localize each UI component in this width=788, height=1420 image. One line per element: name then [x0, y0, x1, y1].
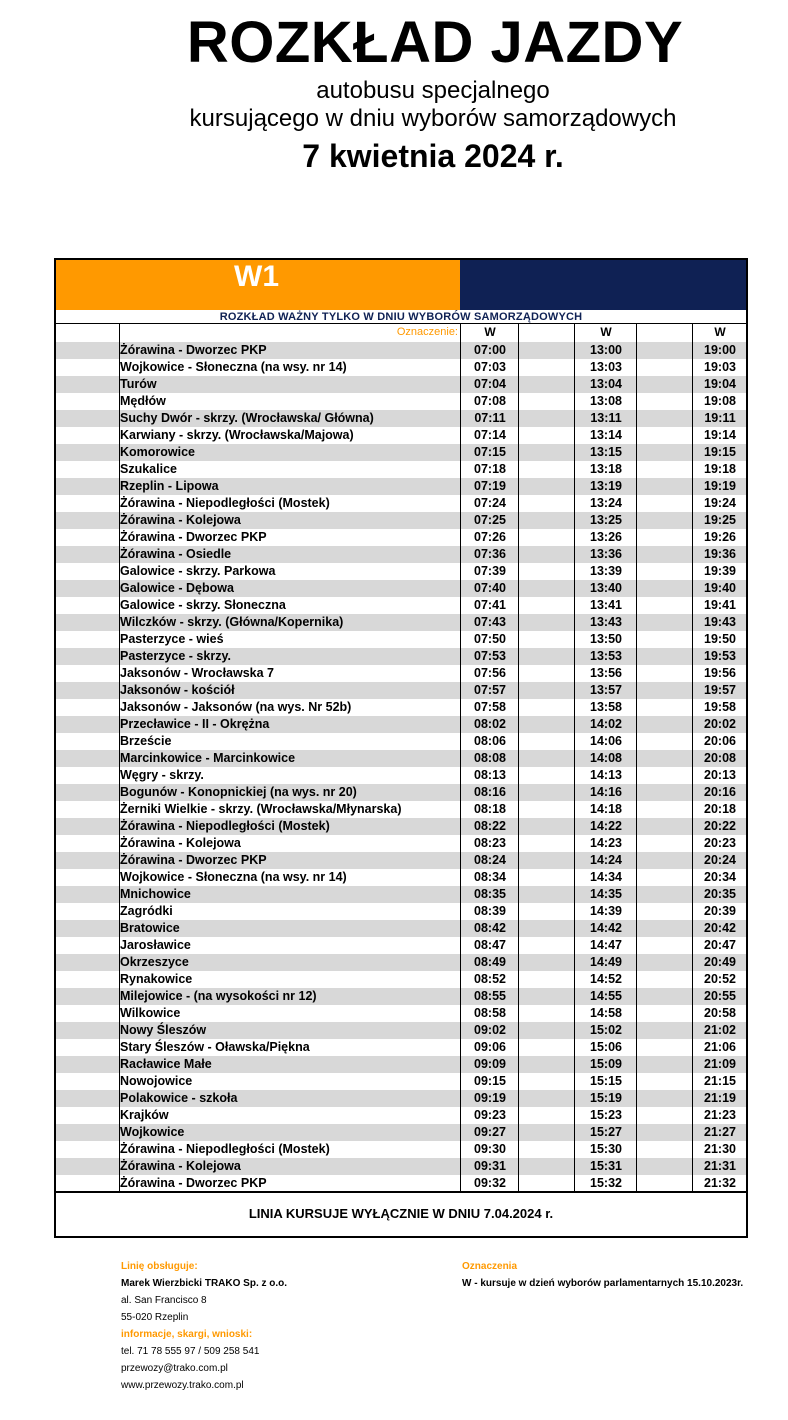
table-row [56, 665, 746, 682]
legend-text: W - kursuje w dzień wyborów parlamentarnych 15.10.2023r. [462, 1278, 744, 1289]
departure-time: 19:36 [704, 547, 736, 561]
marking-label: Oznaczenie: [396, 326, 458, 338]
departure-time: 19:41 [704, 598, 736, 612]
table-row [56, 648, 746, 665]
departure-time: 20:35 [704, 887, 736, 901]
stop-name: Mnichowice [120, 887, 191, 901]
stop-name: Wilczków - skrzy. (Główna/Kopernika) [120, 615, 344, 629]
departure-time: 19:15 [704, 445, 736, 459]
stop-name: Krajków [120, 1108, 169, 1122]
table-row [56, 903, 746, 920]
departure-time: 09:27 [474, 1125, 506, 1139]
table-row [56, 631, 746, 648]
departure-time: 14:42 [590, 921, 622, 935]
departure-time: 07:15 [474, 445, 506, 459]
departure-time: 14:55 [590, 989, 622, 1003]
website-link[interactable]: www.przewozy.trako.com.pl [121, 1380, 244, 1391]
stop-name: Żórawina - Niepodległości (Mostek) [120, 1142, 330, 1156]
table-row [56, 410, 746, 427]
departure-time: 15:32 [590, 1176, 622, 1190]
stop-name: Mędłów [120, 394, 166, 408]
departure-time: 21:30 [704, 1142, 736, 1156]
departure-time: 15:06 [590, 1040, 622, 1054]
departure-time: 08:49 [474, 955, 506, 969]
departure-time: 13:57 [590, 683, 622, 697]
departure-time: 15:23 [590, 1108, 622, 1122]
departure-time: 07:43 [474, 615, 506, 629]
stop-name: Jaksonów - Jaksonów (na wys. Nr 52b) [120, 700, 352, 714]
departure-time: 19:03 [704, 360, 736, 374]
stop-name: Milejowice - (na wysokości nr 12) [120, 989, 317, 1003]
departure-time: 13:08 [590, 394, 622, 408]
stop-name: Wojkowice - Słoneczna (na wsy. nr 14) [120, 870, 347, 884]
departure-time: 14:49 [590, 955, 622, 969]
departure-time: 13:11 [590, 411, 622, 425]
departure-time: 08:35 [474, 887, 506, 901]
departure-time: 13:04 [590, 377, 622, 391]
table-row [56, 512, 746, 529]
footer-legend [462, 1258, 743, 1292]
departure-time: 19:39 [704, 564, 736, 578]
stop-name: Żerniki Wielkie - skrzy. (Wrocławska/Młynarska) [120, 802, 402, 816]
departure-time: 07:04 [474, 377, 506, 391]
departure-time: 15:15 [590, 1074, 622, 1088]
departure-time: 21:02 [704, 1023, 736, 1037]
divider [518, 324, 519, 1191]
departure-time: 20:06 [704, 734, 736, 748]
departure-time: 21:15 [704, 1074, 736, 1088]
departure-time: 21:31 [704, 1159, 736, 1173]
departure-time: 08:08 [474, 751, 506, 765]
timetable-rows [56, 342, 746, 1192]
departure-time: 07:08 [474, 394, 506, 408]
departure-time: 21:09 [704, 1057, 736, 1071]
departure-time: 07:19 [474, 479, 506, 493]
stop-name: Żórawina - Dworzec PKP [120, 343, 267, 357]
departure-time: 07:14 [474, 428, 506, 442]
departure-time: 08:13 [474, 768, 506, 782]
stop-name: Pasterzyce - wieś [120, 632, 224, 646]
table-row [56, 563, 746, 580]
departure-time: 08:52 [474, 972, 506, 986]
table-row [56, 699, 746, 716]
departure-time: 13:19 [590, 479, 622, 493]
departure-time: 20:52 [704, 972, 736, 986]
departure-time: 08:34 [474, 870, 506, 884]
table-row [56, 444, 746, 461]
table-row [56, 835, 746, 852]
stop-name: Marcinkowice - Marcinkowice [120, 751, 296, 765]
departure-time: 14:39 [590, 904, 622, 918]
stop-name: Galowice - skrzy. Parkowa [120, 564, 276, 578]
marking-row [56, 324, 746, 341]
departure-time: 07:24 [474, 496, 506, 510]
stop-name: Żórawina - Niepodległości (Mostek) [120, 819, 330, 833]
table-row [56, 767, 746, 784]
departure-time: 14:52 [590, 972, 622, 986]
stop-name: Żórawina - Niepodległości (Mostek) [120, 496, 330, 510]
departure-time: 19:14 [704, 428, 736, 442]
table-row [56, 1141, 746, 1158]
table-row [56, 801, 746, 818]
departure-time: 07:36 [474, 547, 506, 561]
departure-time: 21:32 [704, 1176, 736, 1190]
timetable-frame [54, 258, 748, 1238]
table-row [56, 478, 746, 495]
departure-time: 13:39 [590, 564, 622, 578]
table-row [56, 733, 746, 750]
departure-time: 14:34 [590, 870, 622, 884]
departure-time: 13:36 [590, 547, 622, 561]
departure-time: 20:58 [704, 1006, 736, 1020]
table-row [56, 1090, 746, 1107]
departure-time: 09:30 [474, 1142, 506, 1156]
departure-time: 09:32 [474, 1176, 506, 1190]
departure-time: 13:41 [590, 598, 622, 612]
departure-time: 20:23 [704, 836, 736, 850]
table-row [56, 818, 746, 835]
service-note: LINIA KURSUJE WYŁĄCZNIE W DNIU 7.04.2024 r. [248, 1206, 554, 1221]
table-row [56, 597, 746, 614]
subtitle-line-2: kursującego w dniu wyborów samorządowych [189, 105, 677, 132]
departure-time: 20:39 [704, 904, 736, 918]
table-row [56, 682, 746, 699]
departure-time: 09:31 [474, 1159, 506, 1173]
phone: tel. 71 78 555 97 / 509 258 541 [121, 1346, 260, 1357]
departure-time: 19:40 [704, 581, 736, 595]
departure-time: 09:19 [474, 1091, 506, 1105]
departure-time: 13:03 [590, 360, 622, 374]
departure-time: 07:57 [474, 683, 506, 697]
departure-time: 14:58 [590, 1006, 622, 1020]
table-row [56, 359, 746, 376]
departure-time: 20:55 [704, 989, 736, 1003]
table-row [56, 1022, 746, 1039]
marking-col-1: W [484, 325, 496, 339]
stop-name: Nowojowice [120, 1074, 193, 1088]
stop-name: Zagródki [120, 904, 173, 918]
stop-name: Żórawina - Kolejowa [120, 1159, 241, 1173]
departure-time: 13:14 [590, 428, 622, 442]
table-row [56, 988, 746, 1005]
departure-time: 14:18 [590, 802, 622, 816]
departure-time: 19:57 [704, 683, 736, 697]
table-row [56, 886, 746, 903]
departure-time: 07:11 [474, 411, 506, 425]
legend-heading: Oznaczenia [462, 1261, 518, 1272]
page-title: ROZKŁAD JAZDY [186, 10, 684, 75]
departure-time: 21:06 [704, 1040, 736, 1054]
stop-name: Wilkowice [120, 1006, 181, 1020]
departure-time: 13:00 [590, 343, 622, 357]
departure-time: 19:26 [704, 530, 736, 544]
departure-time: 19:58 [704, 700, 736, 714]
departure-time: 15:30 [590, 1142, 622, 1156]
table-row [56, 393, 746, 410]
divider [746, 324, 748, 362]
departure-time: 07:58 [474, 700, 506, 714]
departure-time: 08:22 [474, 819, 506, 833]
departure-time: 13:53 [590, 649, 622, 663]
departure-time: 14:47 [590, 938, 622, 952]
departure-time: 13:50 [590, 632, 622, 646]
departure-time: 07:41 [474, 598, 506, 612]
stop-name: Karwiany - skrzy. (Wrocławska/Majowa) [120, 428, 354, 442]
departure-time: 20:16 [704, 785, 736, 799]
departure-time: 13:25 [590, 513, 622, 527]
departure-time: 13:40 [590, 581, 622, 595]
departure-time: 07:50 [474, 632, 506, 646]
departure-time: 15:27 [590, 1125, 622, 1139]
departure-time: 19:19 [704, 479, 736, 493]
stop-name: Żórawina - Dworzec PKP [120, 853, 267, 867]
departure-time: 14:13 [590, 768, 622, 782]
departure-time: 20:18 [704, 802, 736, 816]
table-row [56, 580, 746, 597]
departure-time: 08:18 [474, 802, 506, 816]
departure-time: 13:58 [590, 700, 622, 714]
table-row [56, 376, 746, 393]
table-row [56, 1158, 746, 1175]
divider [636, 324, 637, 1191]
departure-time: 07:40 [474, 581, 506, 595]
stop-name: Jaksonów - kościół [120, 683, 235, 697]
stop-name: Wojkowice [120, 1125, 185, 1139]
departure-time: 08:55 [474, 989, 506, 1003]
departure-time: 20:02 [704, 717, 736, 731]
departure-time: 07:53 [474, 649, 506, 663]
divider [692, 324, 693, 1191]
stop-name: Brzeście [120, 734, 172, 748]
stop-name: Żórawina - Dworzec PKP [120, 1176, 267, 1190]
departure-time: 07:39 [474, 564, 506, 578]
stop-name: Galowice - skrzy. Słoneczna [120, 598, 286, 612]
subtitle-line-1: autobusu specjalnego [316, 77, 550, 104]
departure-time: 07:25 [474, 513, 506, 527]
stop-name: Galowice - Dębowa [120, 581, 234, 595]
departure-time: 21:19 [704, 1091, 736, 1105]
stop-name: Turów [120, 377, 157, 391]
stop-name: Polakowice - szkoła [120, 1091, 238, 1105]
departure-time: 08:58 [474, 1006, 506, 1020]
departure-time: 14:22 [590, 819, 622, 833]
departure-time: 14:24 [590, 853, 622, 867]
stop-name: Żórawina - Kolejowa [120, 513, 241, 527]
departure-time: 08:06 [474, 734, 506, 748]
departure-time: 21:27 [704, 1125, 736, 1139]
divider [574, 324, 575, 1191]
table-row [56, 461, 746, 478]
departure-time: 14:23 [590, 836, 622, 850]
stop-name: Rzeplin - Lipowa [120, 479, 219, 493]
address-line-1: al. San Francisco 8 [121, 1295, 207, 1306]
departure-time: 19:24 [704, 496, 736, 510]
table-row [56, 716, 746, 733]
departure-time: 19:04 [704, 377, 736, 391]
divider [56, 1191, 746, 1193]
stop-name: Żórawina - Kolejowa [120, 836, 241, 850]
table-row [56, 750, 746, 767]
departure-time: 13:24 [590, 496, 622, 510]
departure-time: 09:09 [474, 1057, 506, 1071]
table-row [56, 937, 746, 954]
departure-time: 14:08 [590, 751, 622, 765]
service-date: 7 kwietnia 2024 r. [302, 138, 564, 174]
departure-time: 15:19 [590, 1091, 622, 1105]
stop-name: Komorowice [120, 445, 196, 459]
departure-time: 20:24 [704, 853, 736, 867]
table-row [56, 784, 746, 801]
stop-name: Żórawina - Osiedle [120, 547, 232, 561]
departure-time: 14:02 [590, 717, 622, 731]
departure-time: 08:42 [474, 921, 506, 935]
info-heading: informacje, skargi, wnioski: [121, 1329, 253, 1340]
marking-col-3: W [714, 325, 726, 339]
departure-time: 07:00 [474, 343, 506, 357]
departure-time: 19:50 [704, 632, 736, 646]
departure-time: 14:16 [590, 785, 622, 799]
table-row [56, 920, 746, 937]
validity-note: ROZKŁAD WAŻNY TYLKO W DNIU WYBORÓW SAMORZĄDOWYCH [219, 311, 583, 323]
departure-time: 13:15 [590, 445, 622, 459]
table-row [56, 529, 746, 546]
operator-name: Marek Wierzbicki TRAKO Sp. z o.o. [121, 1278, 288, 1289]
stop-name: Jarosławice [120, 938, 191, 952]
footer-operator [121, 1258, 287, 1394]
line-header-navy [460, 260, 746, 310]
departure-time: 07:26 [474, 530, 506, 544]
marking-col-2: W [600, 325, 612, 339]
table-row [56, 342, 746, 359]
departure-time: 20:42 [704, 921, 736, 935]
table-row [56, 1005, 746, 1022]
stop-name: Nowy Śleszów [120, 1023, 207, 1037]
departure-time: 09:06 [474, 1040, 506, 1054]
departure-time: 19:00 [704, 343, 736, 357]
departure-time: 19:25 [704, 513, 736, 527]
departure-time: 19:56 [704, 666, 736, 680]
departure-time: 09:15 [474, 1074, 506, 1088]
table-row [56, 1175, 746, 1192]
table-row [56, 1124, 746, 1141]
departure-time: 19:18 [704, 462, 736, 476]
line-code: W1 [234, 260, 279, 293]
divider [119, 324, 120, 1191]
table-row [56, 1073, 746, 1090]
departure-time: 21:23 [704, 1108, 736, 1122]
departure-time: 15:02 [590, 1023, 622, 1037]
table-row [56, 1056, 746, 1073]
departure-time: 09:02 [474, 1023, 506, 1037]
departure-time: 20:13 [704, 768, 736, 782]
departure-time: 19:08 [704, 394, 736, 408]
email-link[interactable]: przewozy@trako.com.pl [121, 1363, 228, 1374]
table-row [56, 495, 746, 512]
departure-time: 07:18 [474, 462, 506, 476]
departure-time: 08:23 [474, 836, 506, 850]
departure-time: 20:08 [704, 751, 736, 765]
departure-time: 14:06 [590, 734, 622, 748]
stop-name: Węgry - skrzy. [120, 768, 204, 782]
table-row [56, 427, 746, 444]
stop-name: Jaksonów - Wrocławska 7 [120, 666, 274, 680]
departure-time: 15:31 [590, 1159, 622, 1173]
departure-time: 13:18 [590, 462, 622, 476]
departure-time: 19:53 [704, 649, 736, 663]
departure-time: 08:16 [474, 785, 506, 799]
line-header-orange [56, 260, 460, 310]
stop-name: Szukalice [120, 462, 177, 476]
table-row [56, 954, 746, 971]
stop-name: Wojkowice - Słoneczna (na wsy. nr 14) [120, 360, 347, 374]
stop-name: Żórawina - Dworzec PKP [120, 530, 267, 544]
stop-name: Przecławice - II - Okrężna [120, 717, 270, 731]
stop-name: Bratowice [120, 921, 180, 935]
departure-time: 20:47 [704, 938, 736, 952]
operator-heading: Linię obsługuje: [121, 1261, 198, 1272]
departure-time: 13:56 [590, 666, 622, 680]
departure-time: 08:39 [474, 904, 506, 918]
departure-time: 13:26 [590, 530, 622, 544]
table-row [56, 546, 746, 563]
divider [460, 324, 461, 1191]
departure-time: 19:11 [704, 411, 736, 425]
address-line-2: 55-020 Rzeplin [121, 1312, 189, 1323]
departure-time: 07:03 [474, 360, 506, 374]
stop-name: Stary Śleszów - Oławska/Piękna [120, 1040, 310, 1054]
departure-time: 09:23 [474, 1108, 506, 1122]
stop-name: Racławice Małe [120, 1057, 212, 1071]
table-row [56, 1107, 746, 1124]
stop-name: Bogunów - Konopnickiej (na wys. nr 20) [120, 785, 357, 799]
stop-name: Pasterzyce - skrzy. [120, 649, 231, 663]
departure-time: 15:09 [590, 1057, 622, 1071]
departure-time: 19:43 [704, 615, 736, 629]
departure-time: 14:35 [590, 887, 622, 901]
table-row [56, 971, 746, 988]
departure-time: 08:47 [474, 938, 506, 952]
departure-time: 20:49 [704, 955, 736, 969]
table-row [56, 869, 746, 886]
table-row [56, 1039, 746, 1056]
departure-time: 13:43 [590, 615, 622, 629]
stop-name: Rynakowice [120, 972, 193, 986]
table-row [56, 614, 746, 631]
departure-time: 08:02 [474, 717, 506, 731]
departure-time: 20:22 [704, 819, 736, 833]
departure-time: 07:56 [474, 666, 506, 680]
departure-time: 08:24 [474, 853, 506, 867]
departure-time: 20:34 [704, 870, 736, 884]
stop-name: Okrzeszyce [120, 955, 189, 969]
table-row [56, 852, 746, 869]
stop-name: Suchy Dwór - skrzy. (Wrocławska/ Główna) [120, 411, 374, 425]
